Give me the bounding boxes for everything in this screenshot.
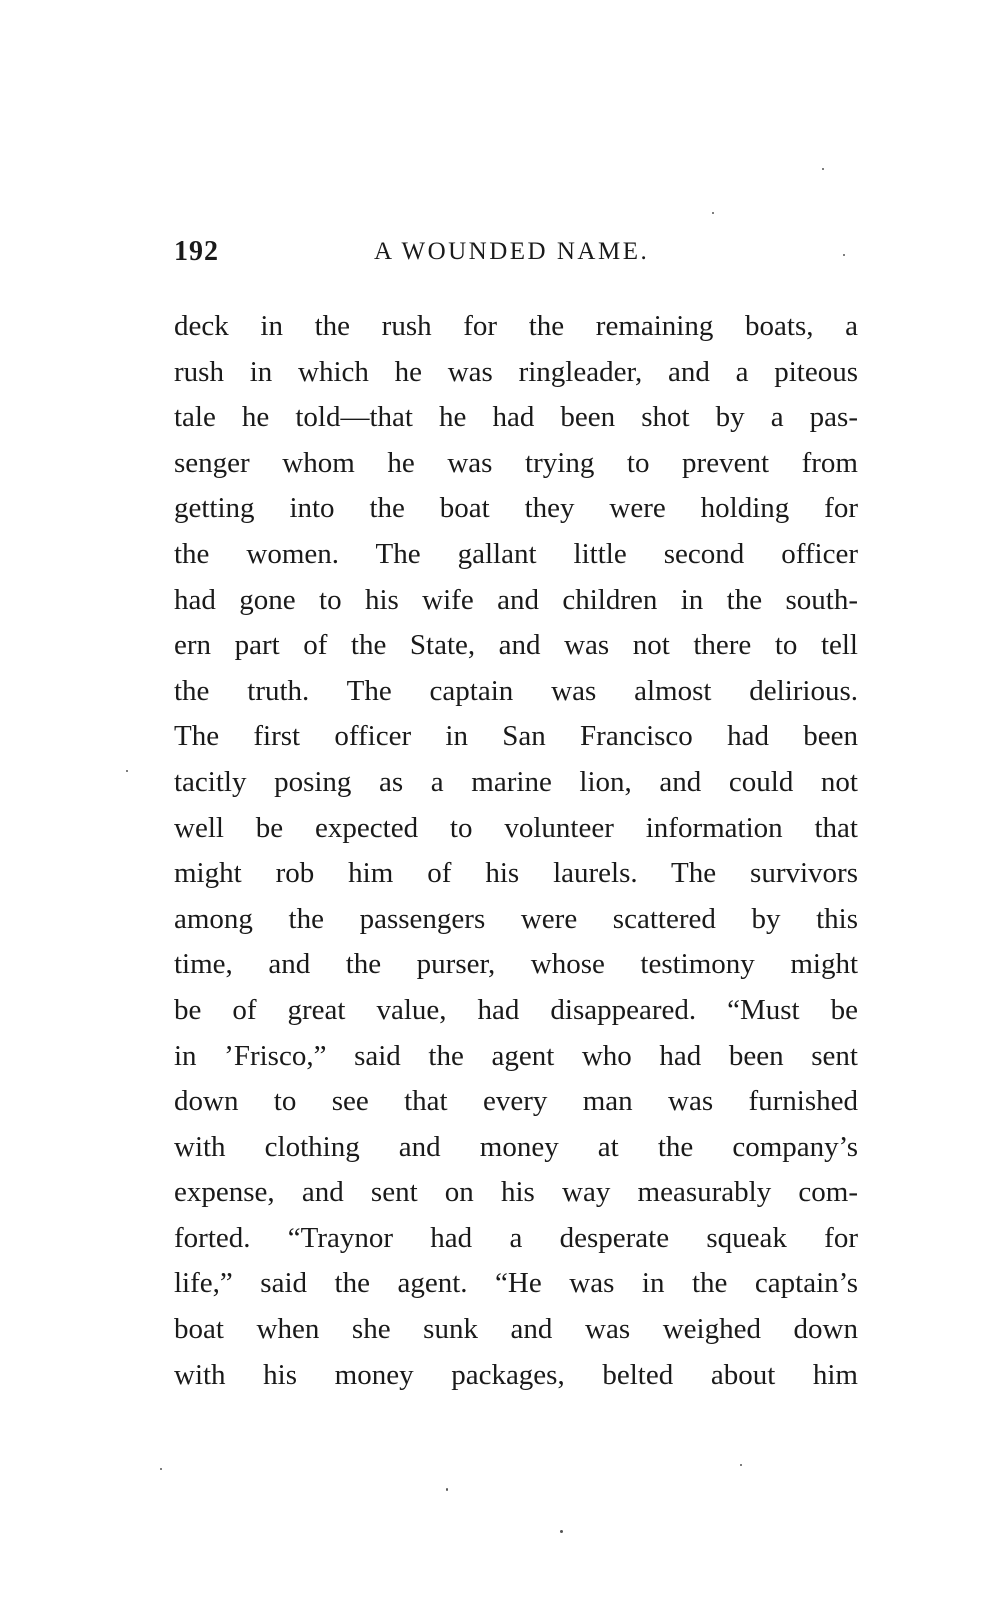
text-line: the women. The gallant little second officer (174, 537, 858, 570)
text-line: the truth. The captain was almost delirious. (174, 674, 858, 707)
scan-speck (712, 212, 714, 214)
text-line: with his money packages, belted about him (174, 1358, 858, 1391)
text-line: down to see that every man was furnished (174, 1085, 858, 1118)
scan-speck (822, 168, 824, 170)
scan-speck (446, 1488, 448, 1491)
text-line: ern part of the State, and was not there to tell (174, 629, 858, 662)
text-line: forted. “Traynor had a desperate squeak for (174, 1221, 858, 1254)
text-line: tale he told—that he had been shot by a pas- (174, 401, 858, 434)
text-line: tacitly posing as a marine lion, and could not (174, 765, 858, 798)
text-line: boat when she sunk and was weighed down (174, 1313, 858, 1346)
text-line: expense, and sent on his way measurably com- (174, 1176, 858, 1209)
text-line: among the passengers were scattered by this (174, 902, 858, 935)
scan-speck (160, 1468, 162, 1470)
text-line: senger whom he was trying to prevent from (174, 446, 858, 479)
text-line: rush in which he was ringleader, and a piteous (174, 355, 858, 388)
text-line: The first officer in San Francisco had been (174, 720, 858, 753)
text-line: well be expected to volunteer information that (174, 811, 858, 844)
text-line: deck in the rush for the remaining boats, a (174, 310, 858, 342)
scan-speck (843, 254, 845, 256)
running-title: A WOUNDED NAME. (374, 238, 650, 265)
page-number: 192 (174, 236, 219, 267)
running-head (174, 236, 858, 276)
text-line: getting into the boat they were holding for (174, 492, 858, 525)
text-line: life,” said the agent. “He was in the captain’s (174, 1267, 858, 1300)
body-text (174, 304, 858, 1398)
scan-speck (560, 1530, 563, 1533)
text-line: had gone to his wife and children in the south- (174, 583, 858, 616)
scan-speck (126, 770, 128, 772)
text-line: might rob him of his laurels. The survivors (174, 857, 858, 890)
text-line: with clothing and money at the company’s (174, 1130, 858, 1163)
scan-speck (740, 1464, 742, 1466)
text-line: time, and the purser, whose testimony might (174, 948, 858, 981)
text-line: be of great value, had disappeared. “Must be (174, 993, 858, 1026)
text-line: in ’Frisco,” said the agent who had been sent (174, 1039, 858, 1072)
